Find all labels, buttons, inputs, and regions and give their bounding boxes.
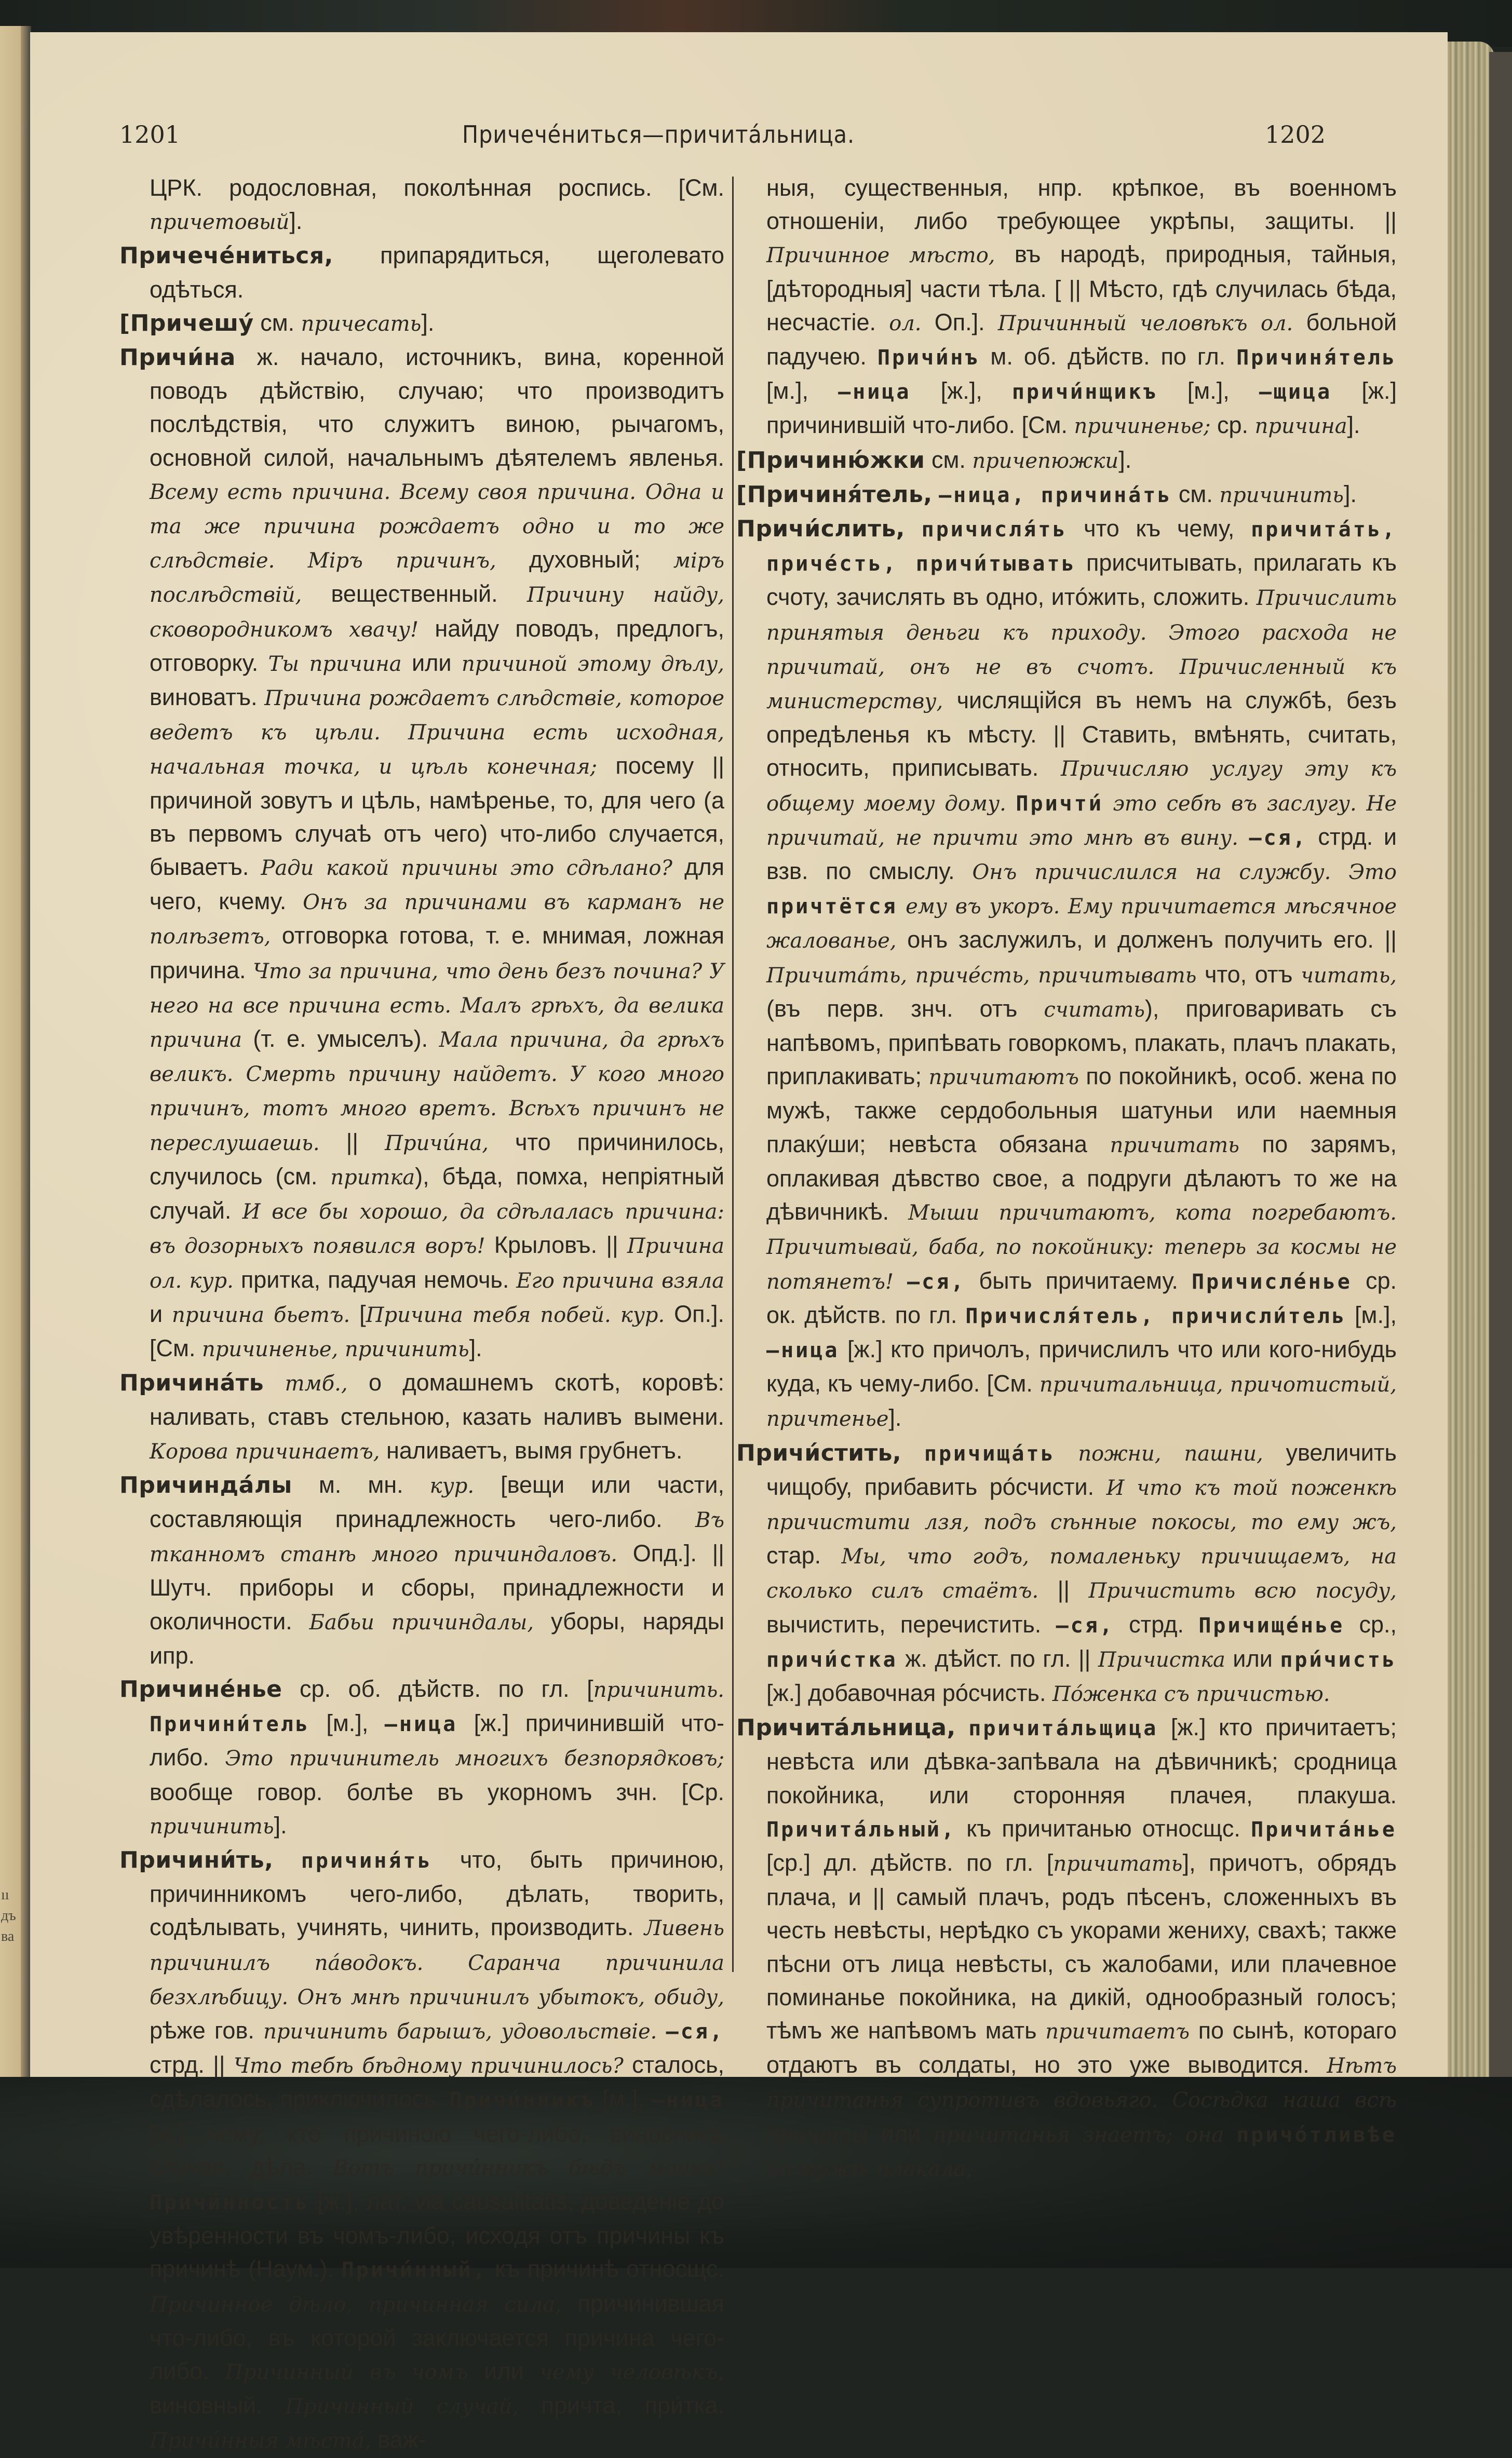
definition-text: притка, падучая немочь. (233, 1266, 517, 1293)
sub-headword: Причи́нность (150, 2190, 310, 2214)
example-text: Причинный случай, (285, 2395, 519, 2419)
definition-text: виновный. (150, 2392, 286, 2419)
definition-text: числящійся въ немъ на службѣ, безъ опредѣленья къ мѣсту. || Ставить, вмѣнять, считать, относить, приписывать. (766, 687, 1397, 781)
definition-text (657, 2017, 666, 2044)
definition-text: [м.], (309, 1710, 385, 1737)
example-text: причинить. (593, 1678, 724, 1702)
definition-text: [м.], (766, 377, 839, 404)
definition-text: о домашнемъ скотѣ, коровѣ: наливать, ставъ стельною, казать наливъ вымени. (150, 1369, 724, 1430)
book-cover-edge (1489, 52, 1512, 2103)
headword: Причиндáлы (119, 1471, 292, 1498)
definition-text: [ж.], (911, 377, 1012, 404)
sub-headword: —ница (384, 1712, 458, 1737)
headword: [Причиню́жки (736, 447, 925, 474)
sub-headword: Причиня́тель (1236, 346, 1397, 370)
definition-text: см. (1172, 480, 1220, 507)
example-text: притка (330, 1165, 415, 1190)
definition-text: вообще говор. болѣе въ укорномъ зчн. [Ср. (150, 1778, 724, 1805)
definition-text: ср. (1210, 412, 1255, 439)
definition-text: ЦРК. родословная, поколѣнная роспись. [См. (150, 174, 724, 201)
definition-text: Крыловъ. || (485, 1232, 627, 1259)
example-text: пожни, пашни, (1078, 1441, 1263, 1466)
definition-text (905, 515, 922, 542)
headword: Причечéниться, (119, 242, 333, 269)
definition-text: или (468, 2358, 540, 2384)
definition-text: (т. е. умыселъ). (241, 1025, 439, 1052)
example-text: Причинный въ чомъ (225, 2360, 468, 2384)
definition-text (1238, 823, 1249, 850)
definition-text (1056, 1439, 1078, 1466)
definition-text: || (1038, 1576, 1089, 1603)
definition-text (956, 1714, 969, 1740)
example-text: Что за причина, что день безъ почина? У него на все причина есть. Малъ грѣхъ, да велика причина (150, 959, 725, 1052)
definition-text: ), бѣда, помха, непріятный случай. (150, 1163, 724, 1224)
example-text: причиненье; (1074, 414, 1211, 439)
sub-headword: Причищéнье (1198, 1613, 1345, 1638)
example-text: причеnюжки (972, 449, 1119, 473)
example-text: И что къ той поженкѣ причистити лзя, подъ сѣнные покосы, то ему жъ, (766, 1476, 1397, 1534)
example-text: Причина тебя побей. кур. (366, 1303, 665, 1327)
definition-text: ]. (289, 208, 303, 235)
example-text: Онъ причислился на службу. Это (972, 860, 1397, 885)
example-text: это себѣ въ заслугу. Не причитай, не причти это мнѣ въ вину. (766, 791, 1397, 850)
example-text: Мыши причитаютъ, кота погребаютъ. Причитывай, баба, по покойнику: теперь за космы не потянетъ! (766, 1201, 1397, 1294)
example-text: причитать (1053, 1852, 1183, 1876)
definition-text: сталось, сдѣлалось, приключилось. (150, 2051, 725, 2113)
example-text: чему человѣкъ, (539, 2360, 725, 2384)
example-text: Причи́нныя мѣстá, (150, 2429, 371, 2453)
example-text: причинить барышъ, удовольствіе. (263, 2019, 657, 2044)
margin-mark: ıı (1, 1887, 9, 1903)
definition-text: м. об. дѣйств. по гл. (979, 343, 1237, 370)
definition-text: [ж.] чему, кто причиною чего-либо, виновникъ случая, дѣла. (150, 2120, 724, 2180)
definition-text (898, 892, 906, 919)
definition-text: ]. (421, 309, 435, 336)
example-text: Онъ за причинами въ карманъ не полѣзетъ, (150, 890, 724, 949)
definition-text: см. (925, 446, 973, 473)
definition-text: что къ чему, (1067, 515, 1251, 542)
page-number-left: 1201 (119, 120, 181, 148)
definition-text: посему || причиной зовутъ и цѣль, намѣренье, то, для чего (а въ первомъ случаѣ отъ чего) что-либо случается, бываетъ. (150, 752, 725, 881)
sub-headword: Причисля́тель, причисли́тель (965, 1304, 1347, 1328)
definition-text: важ- (371, 2426, 426, 2453)
definition-text: || (319, 1128, 385, 1155)
definition-text: ]. (1343, 480, 1357, 507)
sub-headword: Причитáнье (1251, 1817, 1397, 1842)
dictionary-entry (119, 341, 724, 1366)
definition-text: [ж.], лат. via causalitatis, доведеніе до увѣренности въ чомъ-либо, исходя отъ причины къ причинѣ (Наум.). (150, 2187, 724, 2283)
definition-text: по зарямъ, оплакивая дѣвство свое, а подруги дѣлаютъ то же на дѣвичникѣ. (766, 1130, 1397, 1225)
definition-text: вещественный. (302, 580, 527, 607)
definition-text: см. (253, 309, 301, 336)
sub-headword: причищáть (924, 1441, 1056, 1466)
definition-text: [ж.] причинившій что-либо. [См. (766, 377, 1397, 439)
sub-headword: Причи́нный, (341, 2258, 488, 2283)
dictionary-entry (119, 306, 724, 341)
sub-headword: Причитáльный, (766, 1817, 956, 1842)
definition-text: присчитывать, прилагать къ счоту, зачислять въ одно, итóжить, сложить. (766, 549, 1397, 611)
entry-continuation (119, 171, 724, 239)
definition-text: что, быть причиною, причинникомъ чего-либо, дѣлать, творить, содѣлывать, учинять, чинить, производить. (150, 1846, 724, 1941)
margin-mark: ва (1, 1928, 15, 1944)
definition-text: ж. дѣйст. по гл. || (897, 1645, 1098, 1672)
definition-text: ср., (1344, 1611, 1397, 1638)
definition-text: по сынѣ, котораго отдаютъ въ солдаты, но это уже выводится. (766, 2017, 1397, 2078)
previous-page-edge (0, 26, 21, 2087)
definition-text: [вещи или части, составляющія принадлежность чего-либо. (150, 1471, 724, 1532)
example-text: причитанья знаетъ; она (933, 2123, 1224, 2147)
sub-headword: причи́стка (766, 1647, 898, 1672)
left-column (119, 171, 724, 2458)
example-text: причиненье, причинить (201, 1337, 469, 1361)
definition-text: больной падучею. (766, 308, 1397, 370)
sub-headword: причиня́ть (301, 1848, 433, 1873)
running-head (30, 120, 1448, 162)
example-text: Причина рождаетъ слѣдствіе, которое ведетъ къ цѣли. Причина есть исходная, начальная точка, и цѣль конечная; (150, 686, 724, 779)
headword: [Причешý (119, 309, 254, 336)
definition-text: м. мн. (292, 1471, 430, 1498)
definition-text: ср. ок. дѣйств. по гл. (766, 1267, 1397, 1328)
example-text: Причину найду, сковородникомъ хвачу! (150, 583, 724, 642)
example-text: Причинное мѣсто, (766, 244, 995, 268)
definition-text: къ причитанью относщс. (956, 1815, 1251, 1842)
sub-headword: при́чисть (1280, 1647, 1397, 1672)
example-text: Мала причина, да грѣхъ великъ. Смерть причину найдетъ. У кого много причинъ, тотъ много вретъ. Всѣхъ причинъ не переслушаешь. (150, 1028, 725, 1155)
column-divider (732, 177, 734, 1972)
example-text: причитальница, причотистый, причтенье (766, 1373, 1397, 1431)
definition-text: ]. (1347, 412, 1360, 439)
definition-text: стар. (766, 1542, 842, 1569)
example-text: Въ тканномъ станѣ много причиндаловъ. (150, 1508, 724, 1567)
definition-text: [ж.] добавочная рóсчисть. (766, 1679, 1052, 1706)
definition-text: или (868, 2120, 933, 2147)
example-text: Что тебѣ бѣдному причинилось? (233, 2054, 624, 2078)
example-text: Его причина взяла (516, 1268, 725, 1293)
dictionary-entry (736, 1436, 1397, 1711)
running-title: Причечéниться—причитáльница. (462, 120, 855, 148)
definition-text: [ (350, 1300, 366, 1327)
dictionary-entry (119, 1468, 724, 1672)
sub-headword: —ница (838, 380, 911, 404)
sub-headword: причи́нщикъ (1011, 380, 1158, 404)
definition-text: ]. (1118, 446, 1132, 473)
definition-text: въ народѣ, природныя, тайныя, [дѣтородныя] части тѣла. [ || Мѣсто, гдѣ случилась бѣда, несчастіе. (766, 241, 1397, 335)
definition-text: стрд. и взв. по смыслу. (766, 823, 1397, 885)
dictionary-entry (119, 1366, 724, 1468)
example-text: по мужѣ плакала, (766, 2157, 973, 2181)
sub-headword: причтётся (766, 895, 898, 919)
example-text: Причистить всю посуду, (1088, 1579, 1397, 1603)
example-text: Причи́на, (385, 1131, 489, 1155)
sub-headword: причóтливѣе (1236, 2123, 1397, 2147)
definition-text (933, 481, 939, 507)
definition-text: ж. начало, источникъ, вина, коренной поводъ дѣйствію, случаю; что производитъ послѣдствія, что служитъ виною, рычагомъ, основной силой, начальнымъ дѣятелемъ явленья. (150, 344, 724, 471)
definition-text: (въ перв. знч. отъ (766, 995, 1044, 1022)
definition-text: [ж.] причинившій что-либо. (150, 1710, 725, 1771)
example-text: Всему есть причина. Всему своя причина. Одна и та же причина рождаетъ одно и то же слѣдствіе. Міръ причинъ, (150, 480, 724, 573)
definition-text: духовный; (496, 546, 673, 573)
example-text: ему въ укоръ. Ему причитается мѣсячное жалованье, (766, 895, 1397, 953)
definition-text: стрд. || (150, 2051, 234, 2078)
definition-text: [м.], (595, 2086, 652, 2113)
definition-text: [ж.] кто причитаетъ; невѣста или дѣвка-запѣвала на дѣвичникѣ; сродница покойника, или сторонняя плачея, плакуша. (766, 1714, 1397, 1808)
example-text: Причислить принятыя деньги къ приходу. Этого расхода не причитай, онъ не въ счотъ. Причисленный къ министерству, (766, 586, 1397, 714)
example-text: причесать (301, 312, 422, 336)
sub-headword: —ница (766, 1338, 840, 1362)
definition-text: уборы, наряды ипр. (150, 1608, 724, 1669)
definition-text: припарядиться, щеголевато одѣться. (150, 242, 724, 303)
definition-text: и (150, 1300, 172, 1327)
example-text: причетовый (150, 210, 290, 235)
definition-text: рѣже гов. (150, 2017, 264, 2044)
page-number-right: 1202 (1265, 120, 1326, 148)
dictionary-entry (119, 239, 724, 306)
definition-text: ныя, существенныя, нпр. крѣпкое, въ военномъ отношеніи, либо требующее укрѣпы, защиты. || (766, 174, 1397, 235)
previous-page-margin-marks (1, 1885, 17, 1947)
definition-text: наливаетъ, вымя грубнетъ. (380, 1437, 683, 1464)
example-text: Ты причина (268, 652, 402, 676)
definition-text (901, 1439, 924, 1466)
definition-text: ), приговаривать съ напѣвомъ, припѣвать говоркомъ, плакать, плачъ плакать, приплакивать; (766, 995, 1397, 1090)
definition-text (1103, 789, 1113, 816)
definition-text: для чего, кчему. (150, 854, 724, 915)
sub-headword: причитáльщица (968, 1717, 1158, 1741)
definition-text: что причинилось, случилось (см. (150, 1128, 725, 1190)
dictionary-entry (119, 1672, 724, 1843)
definition-text: [м.], (1346, 1301, 1397, 1328)
definition-text: [ж.] кто причолъ, причислилъ что или кого-нибудь куда, къ чему-либо. [См. (766, 1335, 1397, 1397)
example-text: тмб., (264, 1372, 348, 1396)
example-text: причитать (1110, 1133, 1239, 1157)
sub-headword: —щица (1259, 380, 1332, 404)
headword: Причи́слить, (736, 516, 905, 543)
sub-headword: Причи́нникъ (449, 2088, 596, 2113)
definition-text: Оп.]. [См. (150, 1300, 724, 1361)
margin-mark: дъ (1, 1908, 16, 1924)
definition-text: что, отъ (1196, 961, 1301, 988)
definition-text: Оп.]. (921, 308, 998, 335)
definition-text: или (401, 649, 462, 676)
sub-headword: причисля́ть (921, 518, 1068, 542)
example-text: Нѣтъ причитанья супротивъ вдовьяго. Сосѣдка наша всѣ причоты (766, 2054, 1397, 2147)
example-text: причитаетъ (1045, 2019, 1190, 2044)
definition-text: виноватъ. (150, 684, 265, 711)
definition-text: [м.], (1157, 377, 1259, 404)
definition-text: причинившая что-либо, въ которой заключается причина чего-либо. (150, 2290, 724, 2384)
example-text: Пóженка съ причистью. (1052, 1682, 1330, 1706)
example-text: міръ послѣдствій, (150, 549, 725, 607)
example-text: причинить (150, 1814, 274, 1839)
dictionary-entry (119, 1843, 724, 2458)
example-text: причина (1254, 414, 1347, 439)
definition-text: или (1225, 1645, 1280, 1672)
example-text: Причина ол. кур. (150, 1234, 724, 1293)
example-text: причинить (1219, 483, 1344, 507)
definition-text: ], причотъ, обрядъ плача, и || самый плачъ, родъ пѣсенъ, сложенныхъ въ честь невѣсты, нерѣдко съ укорами жениху, свахѣ; также пѣсни отъ лица невѣсты, съ жалобами, или плачевное поминанье покойника, на дикій, однообразный голосъ; тѣмъ же напѣвомъ мать (766, 1849, 1397, 2044)
definition-text (1224, 2121, 1236, 2147)
definition-text: [ср.] дл. дѣйств. по гл. [ (766, 1849, 1054, 1876)
example-text: причиной этому дѣлу, (461, 652, 724, 676)
headword: [Причиня́тель, (736, 481, 933, 508)
definition-text: ]. (274, 1812, 287, 1839)
sub-headword: —ся, (1056, 1613, 1114, 1638)
dictionary-entry (736, 478, 1397, 512)
sub-headword: Причислéнье (1191, 1269, 1352, 1294)
sub-headword: —ся, (666, 2019, 724, 2044)
right-column (736, 171, 1397, 2186)
book-gutter (21, 26, 31, 2098)
definition-text: ]. (888, 1404, 902, 1431)
example-text: Причинное дѣло, причинная сила, (150, 2292, 562, 2317)
example-text: Мы, что годъ, помаленьку причищаемъ, на сколько силъ стаётъ. (766, 1545, 1397, 1603)
headword: Причинáть (119, 1370, 264, 1397)
example-text: Вотъ причи́нникъ бѣдъ моихъ! (333, 2156, 724, 2180)
dictionary-entry (736, 1711, 1397, 2186)
example-text: Причинный человѣкъ ол. (997, 311, 1293, 335)
definition-text: отговорка готова, т. е. мнимая, ложная причина. (150, 922, 724, 983)
sub-headword: —ся, (907, 1269, 966, 1294)
example-text: причитаютъ (928, 1065, 1079, 1090)
example-text: Бабьи причиндалы, (309, 1610, 534, 1635)
definition-text: ]. (469, 1334, 482, 1361)
definition-text: стрд. (1114, 1611, 1199, 1638)
headword: Причинéнье (119, 1676, 282, 1703)
sub-headword: Причини́тель (150, 1712, 310, 1737)
sub-headword: —ница, причинáть (939, 483, 1172, 507)
entry-continuation (736, 171, 1397, 443)
example-text: Корова причинаетъ, (150, 1439, 380, 1464)
definition-text: вычистить, перечистить. (766, 1611, 1056, 1638)
definition-text: Опд.]. || Шутч. приборы и сборы, принадлежности и околичности. (150, 1540, 724, 1635)
headword: Причи́стить, (736, 1439, 902, 1466)
definition-text (273, 1846, 301, 1873)
definition-text: по покойникѣ, особ. жена по мужѣ, также сердобольныя шатуньи или наемныя плакýши; невѣста обязана (766, 1063, 1397, 1157)
definition-text: увеличить чищобу, прибавить рóсчисти. (766, 1439, 1397, 1500)
example-text: Причитáть, причéсть, причитывать (766, 963, 1197, 988)
definition-text: найду поводъ, предлогъ, отговорку. (150, 615, 724, 676)
example-text: Ради какой причины это сдѣлано? (261, 856, 672, 881)
headword: Причини́ть, (119, 1846, 274, 1873)
definition-text (1006, 789, 1016, 816)
page-block-edges (1448, 42, 1494, 2085)
example-text: читать, (1301, 963, 1397, 988)
sub-headword: —ница (651, 2088, 724, 2113)
definition-text: ср. об. дѣйств. по гл. [ (282, 1675, 593, 1702)
sub-headword: Причти́ (1016, 791, 1103, 816)
sub-headword: причитáть, причéсть, причи́тывать (766, 518, 1397, 576)
definition-text: онъ заслужилъ, и долженъ получить его. || (896, 926, 1397, 953)
definition-text (894, 1267, 907, 1294)
headword: Причитáльница, (736, 1714, 956, 1741)
headword: Причи́на (119, 344, 236, 371)
example-text: Причистка (1098, 1647, 1225, 1672)
sub-headword: —ся, (1249, 826, 1307, 850)
sub-headword: Причи́нъ (877, 346, 980, 370)
example-text: ол. (889, 311, 922, 335)
example-text: считать (1044, 997, 1145, 1022)
definition-text: быть причитаему. (965, 1267, 1192, 1294)
example-text: Причисляю услугу эту къ общему моему дому. (766, 757, 1397, 816)
definition-text: къ причинѣ относщс. (487, 2256, 724, 2283)
example-text: кур. (429, 1474, 475, 1498)
example-text: Это причинитель многихъ безпорядковъ; (225, 1747, 724, 1771)
dictionary-entry (736, 512, 1397, 1436)
dictionary-entry (736, 443, 1397, 478)
definition-text: причта, при́тка. (519, 2392, 724, 2419)
example-text: причина бьетъ. (172, 1303, 350, 1327)
example-text: И все бы хорошо, да сдѣлалась причина: въ дозорныхъ появился воръ! (150, 1200, 724, 1259)
example-text: Ливень причинилъ пáводокъ. Саранча причинила безхлѣбицу. Онъ мнѣ причинилъ убытокъ, обиду, (150, 1916, 724, 2009)
